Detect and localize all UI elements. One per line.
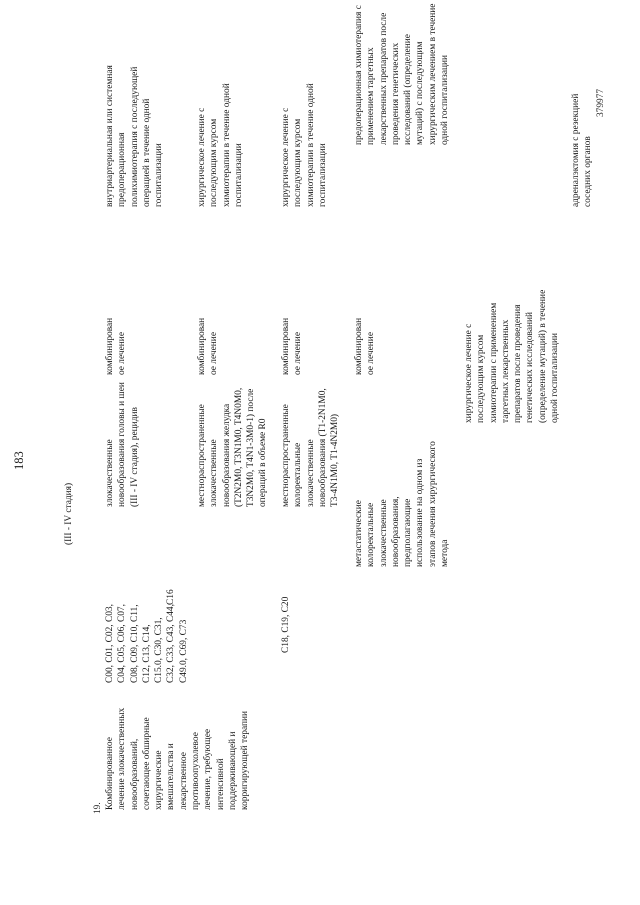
text-line: T3-4N1M0, T1-4N2M0) bbox=[330, 413, 341, 507]
treatment-type-stomach bbox=[196, 318, 221, 375]
text-line: одной госпитализации bbox=[440, 54, 451, 145]
text-line: новообразований, bbox=[129, 738, 140, 810]
treatment-type-colorectal-local bbox=[280, 318, 305, 375]
method-head-neck bbox=[104, 65, 165, 207]
text-line: химиотерапии в течение одной bbox=[305, 83, 316, 207]
text-line: (III - IV стадия), рецидив bbox=[129, 407, 140, 507]
text-line: злокачественные bbox=[105, 439, 115, 507]
text-line: злокачественные bbox=[378, 499, 389, 567]
text-line: хирургическое лечение с bbox=[464, 323, 474, 423]
text-line: мутаций) с последующим bbox=[415, 41, 426, 145]
text-line: хирургические bbox=[154, 750, 165, 810]
text-line: местнораспространенные bbox=[281, 404, 291, 507]
text-line: сочетающее обширные bbox=[141, 717, 152, 810]
text-line: этапов лечения хирургического bbox=[427, 441, 438, 567]
codes-colorectal bbox=[280, 597, 292, 653]
text-line: полихимиотерапия с последующей bbox=[129, 66, 140, 207]
text-line: колоректальные bbox=[366, 502, 377, 567]
text-line: одной госпитализации bbox=[550, 332, 561, 423]
text-line: противоопухолевое bbox=[191, 732, 202, 810]
text-line: госпитализации bbox=[154, 143, 165, 207]
model-colorectal-metastatic bbox=[353, 441, 451, 567]
text-line: соседних органов bbox=[583, 136, 594, 207]
row-name bbox=[104, 708, 252, 810]
model-head-neck bbox=[104, 382, 141, 507]
text-line: C04, C05, C06, C07, bbox=[117, 604, 128, 683]
treatment-type-colorectal-metastatic bbox=[353, 318, 378, 375]
method-colorectal-local bbox=[280, 83, 329, 207]
text-line: исследований (определение bbox=[403, 34, 414, 145]
text-line: химиотерапии в течение одной bbox=[221, 83, 232, 207]
text-line: предоперационная bbox=[117, 132, 128, 207]
text-line: генетических исследований bbox=[525, 311, 536, 423]
text-line: C18, C19, C20 bbox=[281, 596, 291, 653]
page-number: 183 bbox=[12, 451, 26, 470]
text-line: лечение злокачественных bbox=[117, 707, 128, 810]
text-line: C49.0, C69, C73 bbox=[178, 619, 189, 683]
text-line: внутриартериальная или системная bbox=[105, 65, 115, 207]
text-line: предполагающие bbox=[403, 498, 414, 567]
text-line: новообразования, bbox=[390, 496, 401, 567]
text-line: злокачественные bbox=[305, 439, 316, 507]
text-line: хирургическое лечение с bbox=[281, 107, 291, 207]
text-line: комбинирован bbox=[197, 317, 207, 375]
method-stomach bbox=[196, 83, 245, 207]
text-line: (определение мутаций) в течение bbox=[537, 289, 548, 423]
text-line: C16 bbox=[166, 589, 176, 605]
text-line: лечение, требующее bbox=[203, 728, 214, 810]
text-line: комбинирован bbox=[281, 317, 291, 375]
text-line: колоректальные bbox=[293, 442, 304, 507]
text-line: новообразования головы и шеи bbox=[117, 382, 128, 507]
text-line: операций в объеме R0 bbox=[258, 418, 269, 507]
text-line: госпитализации bbox=[317, 143, 328, 207]
text-line: последующим курсом bbox=[293, 118, 304, 207]
model-stomach bbox=[196, 388, 270, 507]
text-line: C12, C13, C14, bbox=[141, 624, 152, 683]
text-line: комбинирован bbox=[354, 317, 364, 375]
text-line: хирургическим лечением в течение bbox=[427, 3, 438, 145]
text-line: ое лечение bbox=[293, 332, 304, 375]
text-line: метастатические bbox=[354, 500, 364, 567]
text-line: проведения генетических bbox=[390, 42, 401, 145]
text-line: таргетных лекарственных bbox=[500, 319, 511, 423]
text-line: злокачественные bbox=[209, 439, 220, 507]
document-id: 379977 bbox=[596, 88, 606, 117]
text-line: препаратов после проведения bbox=[513, 304, 524, 423]
method-colorectal-metastatic-2 bbox=[463, 290, 561, 423]
codes-head-neck bbox=[104, 604, 190, 683]
row-number: 19. bbox=[93, 802, 103, 814]
text-line: ое лечение bbox=[117, 332, 128, 375]
treatment-type-head-neck bbox=[104, 318, 129, 375]
text-line: комбинирован bbox=[105, 317, 115, 375]
text-line: корригирующей терапии bbox=[240, 710, 251, 810]
text-line: поддерживающей и bbox=[227, 731, 238, 810]
text-line: местнораспространенные bbox=[197, 404, 207, 507]
text-line: адреналэктомия с резекцией bbox=[571, 93, 581, 207]
text-line: последующим курсом bbox=[476, 334, 487, 423]
text-line: C32, C33, C43, C44, bbox=[166, 604, 177, 683]
model-colorectal-local bbox=[280, 388, 341, 507]
text-line: лекарственных препаратов после bbox=[378, 12, 389, 145]
text-line: предоперационная химиотерапия с bbox=[354, 5, 364, 145]
text-line: (T2N2M0, T3N1M0, T4N0M0, bbox=[233, 387, 244, 507]
text-line: лекарственное bbox=[178, 752, 189, 810]
text-line: новообразования желудка bbox=[221, 403, 232, 507]
text-line: хирургическое лечение с bbox=[197, 107, 207, 207]
text-line: ое лечение bbox=[209, 332, 220, 375]
text-line: госпитализации bbox=[233, 143, 244, 207]
text-line: C15.0, C30, C31, bbox=[154, 617, 165, 683]
text-line: метода bbox=[440, 539, 451, 567]
text-line: C00, C01, C02, C03, bbox=[105, 604, 115, 683]
text-line: использование на одном из bbox=[415, 458, 426, 567]
method-colorectal-metastatic-1 bbox=[353, 4, 451, 145]
text-line: операцией в течение одной bbox=[141, 98, 152, 207]
text-line: Комбинированное bbox=[105, 737, 115, 810]
text-line: последующим курсом bbox=[209, 118, 220, 207]
text-line: применением таргетных bbox=[366, 47, 377, 145]
text-line: вмешательства и bbox=[166, 743, 177, 810]
text-line: T3N2M0, T4N1-3M0-1) после bbox=[246, 388, 257, 507]
continuation-extra-lines bbox=[570, 94, 595, 207]
text-line: ое лечение bbox=[366, 332, 377, 375]
text-line: интенсивной bbox=[215, 758, 226, 810]
codes-stomach bbox=[165, 589, 177, 605]
text-line: новообразования (T1-2N1M0, bbox=[317, 388, 328, 507]
text-line: химиотерапии с применением bbox=[488, 302, 499, 423]
continuation-stage: (III - IV стадия) bbox=[64, 482, 74, 545]
text-line: C08, C09, C10, C11, bbox=[129, 604, 140, 683]
